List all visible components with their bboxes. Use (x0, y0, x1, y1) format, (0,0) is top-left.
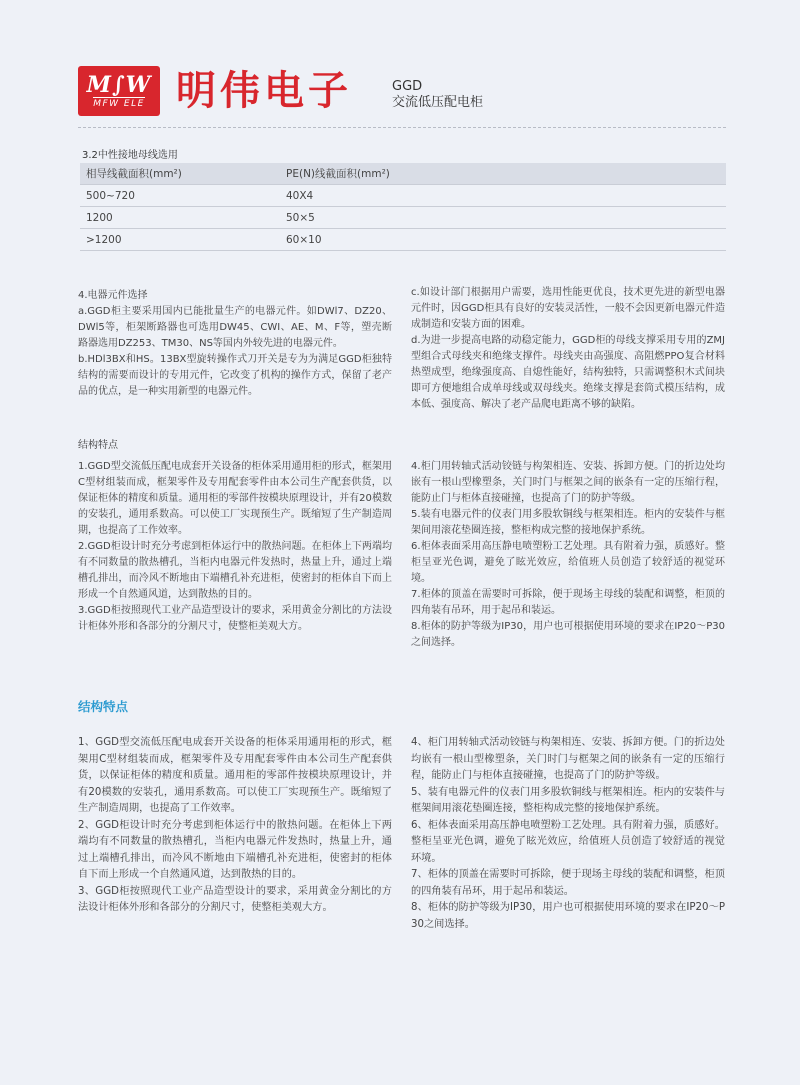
paragraph: a.GGD柜主要采用国内已能批量生产的电器元件。如DWl7、DZ20、DWl5等，柜架断路器也可选用DW45、CWI、AE、M、F等，塑壳断路器选用DZ253、TM30、NS等国内外较先进的电器元件。 (78, 306, 392, 349)
table-cell: 1200 (80, 207, 280, 229)
components-right-column (411, 285, 725, 413)
paragraph: 3、GGD柜按照现代工业产品造型设计的要求，采用黄金分割比的方法设计柜体外形和各部分的分割尺寸，使整柜美观大方。 (78, 885, 392, 913)
pe-table (80, 163, 726, 251)
table-cell: 60×10 (280, 229, 726, 251)
structure-left-column (78, 459, 392, 635)
company-logo (78, 66, 160, 116)
table-cell: >1200 (80, 229, 280, 251)
paragraph: 4、柜门用转轴式活动铰链与构架相连、安装、拆卸方便。门的折边处均嵌有一根山型橡塑条，关门时门与框架之间的嵌条有一定的压缩行程，能防止门与柜体直接碰撞，也提高了门的防护等级。 (411, 737, 725, 781)
table-cell: 50×5 (280, 207, 726, 229)
paragraph: 3.GGD柜按照现代工业产品造型设计的要求，采用黄金分割比的方法设计柜体外形和各部分的分割尺寸，使整柜美观大方。 (78, 605, 392, 632)
paragraph: 7、柜体的顶盖在需要时可拆除，便于现场主母线的装配和调整，柜顶的四角装有吊环，用于起吊和装运。 (411, 869, 725, 897)
components-left-column (78, 288, 392, 400)
table-header-cell: PE(N)线截面积(mm²) (280, 163, 726, 185)
header-divider (78, 127, 726, 128)
structure2-right-column (411, 735, 725, 933)
logo-subtext: MFW ELE (93, 98, 145, 109)
structure2-left-column (78, 735, 392, 917)
paragraph: 6、柜体表面采用高压静电喷塑粉工艺处理。具有附着力强，质感好。整柜呈亚光色调，避免了眩光效应，给值班人员创造了较舒适的视觉环境。 (411, 819, 725, 864)
paragraph: 8.柜体的防护等级为IP30，用户也可根据使用环境的要求在IP20～P30之间选择。 (411, 621, 725, 648)
paragraph: 8、柜体的防护等级为IP30，用户也可根据使用环境的要求在IP20～P30之间选择。 (411, 902, 725, 930)
brand-name: 明伟电子 (176, 68, 352, 114)
product-code: GGD (392, 79, 423, 94)
product-name: 交流低压配电柜 (392, 95, 484, 110)
paragraph: 6.柜体表面采用高压静电喷塑粉工艺处理。具有附着力强，质感好。整柜呈亚光色调，避免了眩光效应，给值班人员创造了较舒适的视觉环境。 (411, 541, 725, 584)
paragraph: 1.GGD型交流低压配电成套开关设备的柜体采用通用柜的形式，框架用C型材组装而成，框架零件及专用配套零件由本公司生产配套供货，以保证柜体的精度和质量。通用柜的零部件按模块原理设计，并有20模数的安装孔，通用系数高。可以使工厂实现预生产。既缩短了生产制造周期，也提高了工作效率。 (78, 461, 392, 536)
table-row (80, 207, 726, 229)
table-cell: 40X4 (280, 185, 726, 207)
structure-right-column (411, 459, 725, 651)
table-cell: 500~720 (80, 185, 280, 207)
section-title: 结构特点 (78, 699, 129, 714)
table-row (80, 185, 726, 207)
paragraph: 2、GGD柜设计时充分考虑到柜体运行中的散热问题。在柜体上下两端均有不同数量的散热槽孔，当柜内电器元件发热时，热量上升，通过上端槽孔排出，而冷风不断地由下端槽孔补充进柜，使密封的柜体自下而上形成一个自然通风道，达到散热的目的。 (78, 819, 392, 880)
table-header-cell: 相导线截面积(mm²) (80, 163, 280, 185)
table-caption: 3.2中性接地母线选用 (82, 150, 178, 161)
paragraph: 4.柜门用转轴式活动铰链与构架相连、安装、拆卸方便。门的折边处均嵌有一根山型橡塑条，关门时门与框架之间的嵌条有一定的压缩行程，能防止门与柜体直接碰撞，也提高了门的防护等级。 (411, 461, 725, 504)
paragraph: 7.柜体的顶盖在需要时可拆除，便于现场主母线的装配和调整，柜顶的四角装有吊环，用于起吊和装运。 (411, 589, 725, 616)
paragraph: 2.GGD柜设计时充分考虑到柜体运行中的散热问题。在柜体上下两端均有不同数量的散热槽孔，当柜内电器元件发热时，热量上升，通过上端槽孔排出，而冷风不断地由下端槽孔补充进柜，使密封的柜体自下而上形成一个自然通风道，达到散热的目的。 (78, 541, 392, 600)
table-row (80, 229, 726, 251)
paragraph: c.如设计部门根据用户需要，选用性能更优良，技术更先进的新型电器元件时，因GGD柜具有良好的安装灵活性，一般不会因更新电器元件造成制造和安装方面的困难。 (411, 287, 725, 330)
paragraph: 5.装有电器元件的仪表门用多股软铜线与框架相连。柜内的安装件与框架间用滚花垫圈连接，整柜构成完整的接地保护系统。 (411, 509, 725, 536)
logo-mark: M∫W (86, 71, 152, 98)
paragraph: 4.电器元件选择 (78, 290, 148, 301)
paragraph: d.为进一步提高电路的动稳定能力，GGD柜的母线支撑采用专用的ZMJ型组合式母线夹和绝缘支撑件。母线夹由高强度、高阻燃PPO复合材料热塑成型，绝缘强度高、自熄性能好，结构独特，只需调整积木式间块即可方便地组合成单母线或双母线夹。绝缘支撑是套筒式模压结构，成本低、强度高、解决了老产品爬电距离不够的缺陷。 (411, 335, 725, 410)
table-header-row (80, 163, 726, 185)
paragraph: b.HDl3BX和HS。13BX型旋转操作式刀开关是专为为满足GGD柜独特结构的需要而设计的专用元件，它改变了机构的操作方式，保留了老产品的优点，是一种实用新型的电器元件。 (78, 354, 392, 397)
section-heading: 结构特点 (78, 440, 118, 451)
paragraph: 5、装有电器元件的仪表门用多股软铜线与框架相连。柜内的安装件与框架间用滚花垫圈连接，整柜构成完整的接地保护系统。 (411, 786, 725, 814)
paragraph: 1、GGD型交流低压配电成套开关设备的柜体采用通用柜的形式，框架用C型材组装而成，框架零件及专用配套零件由本公司生产配套供货，以保证柜体的精度和质量。通用柜的零部件按模块原理设计，并有20模数的安装孔，通用系数高。可以使工厂实现预生产。既缩短了生产制造周期，也提高了工作效率。 (78, 737, 392, 814)
